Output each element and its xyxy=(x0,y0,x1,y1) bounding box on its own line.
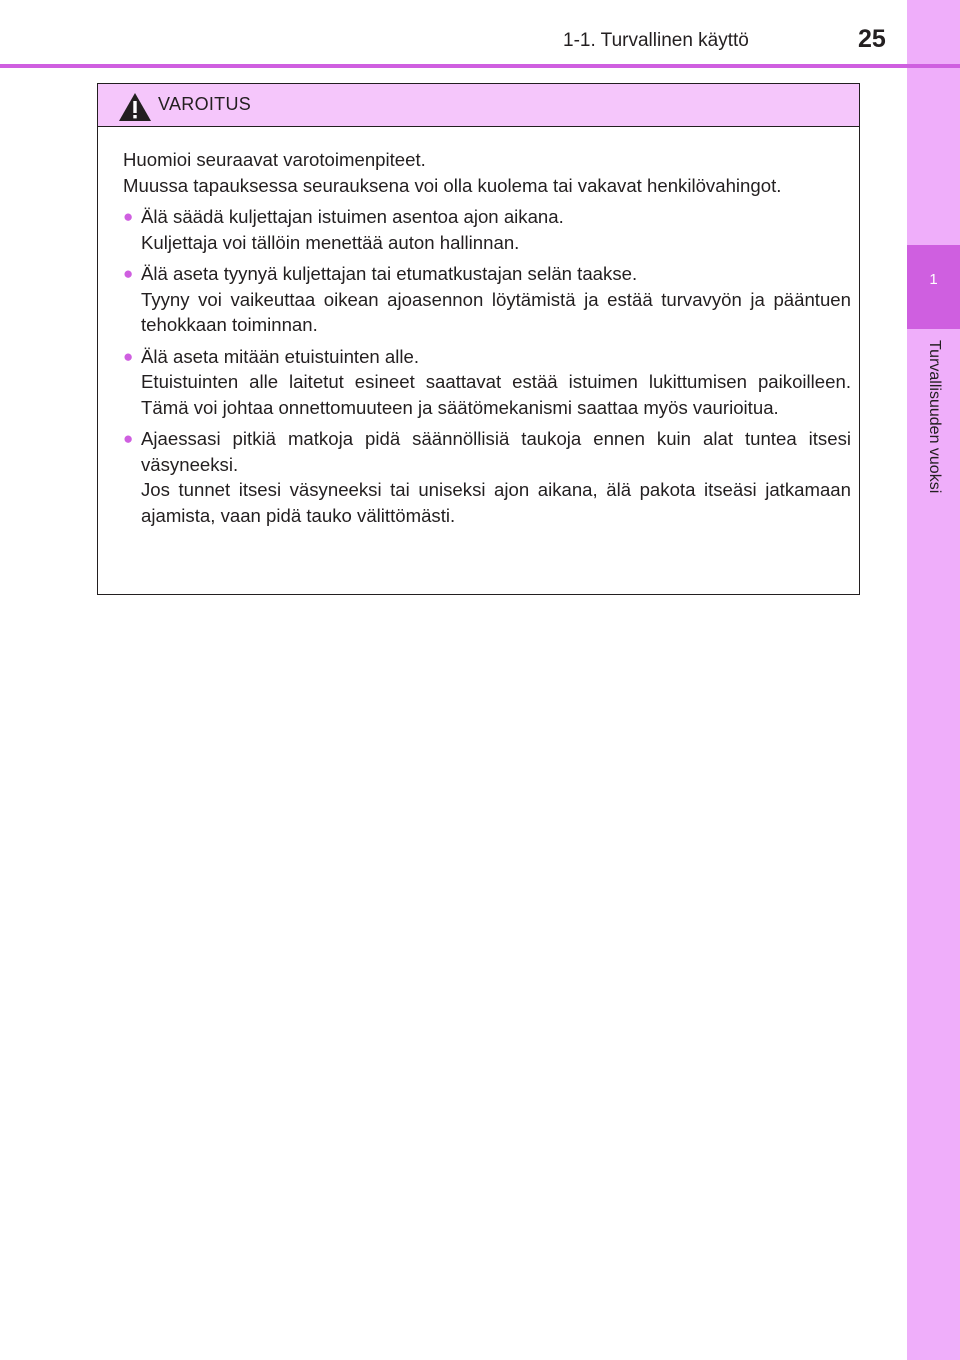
warning-header xyxy=(98,84,859,127)
bullet-icon: ● xyxy=(123,429,134,448)
header-divider xyxy=(0,64,960,68)
warning-item xyxy=(123,204,851,255)
intro-line: Muussa tapauksessa seurauksena voi olla kuolema tai vakavat henkilövahingot. xyxy=(123,174,782,196)
bullet-icon: ● xyxy=(123,346,134,366)
page-number: 25 xyxy=(858,25,886,53)
warning-item xyxy=(123,426,851,528)
chapter-number-tab[interactable]: 1 xyxy=(907,245,960,329)
item-heading: Älä aseta mitään etuistuinten alle. xyxy=(141,345,420,367)
section-title: 1-1. Turvallinen käyttö xyxy=(563,30,749,51)
chapter-title: Turvallisuuden vuoksi xyxy=(926,340,943,494)
warning-title: VAROITUS xyxy=(158,94,252,114)
item-heading: Älä aseta tyynyä kuljettajan tai etumatkustajan selän taakse. xyxy=(141,263,638,284)
item-heading: Älä säädä kuljettajan istuimen asentoa ajon aikana. xyxy=(141,206,564,227)
item-body: Tyyny voi vaikeuttaa oikean ajoasennon löytämistä ja estää turvavyön ja pääntuen tehokkaan toiminnan. xyxy=(141,288,851,335)
item-body: Kuljettaja voi tällöin menettää auton hallinnan. xyxy=(141,231,520,253)
bullet-icon: ● xyxy=(123,207,134,226)
bullet-icon: ● xyxy=(123,264,134,283)
item-body: Jos tunnet itsesi väsyneeksi tai uniseksi ajon aikana, älä pakota itseäsi jatkamaan ajamista, vaan pidä tauko välittömästi. xyxy=(141,479,851,526)
warning-triangle-icon xyxy=(118,92,152,122)
warning-body xyxy=(98,127,859,528)
warning-box xyxy=(97,83,860,595)
side-tab xyxy=(907,0,960,1360)
intro-line: Huomioi seuraavat varotoimenpiteet. xyxy=(123,149,426,170)
item-body: Etuistuinten alle laitetut esineet saattavat estää istuimen lukittumisen paikoilleen. Tämä voi johtaa onnettomuuteen ja säätömekanismi saattaa myös vaurioitua. xyxy=(141,371,851,418)
warning-item xyxy=(123,344,851,421)
warning-intro xyxy=(123,147,851,198)
item-heading: Ajaessasi pitkiä matkoja pidä säännöllisiä taukoja ennen kuin alat tuntea itsesi väsyneeksi. xyxy=(141,428,851,475)
warning-item xyxy=(123,261,851,338)
